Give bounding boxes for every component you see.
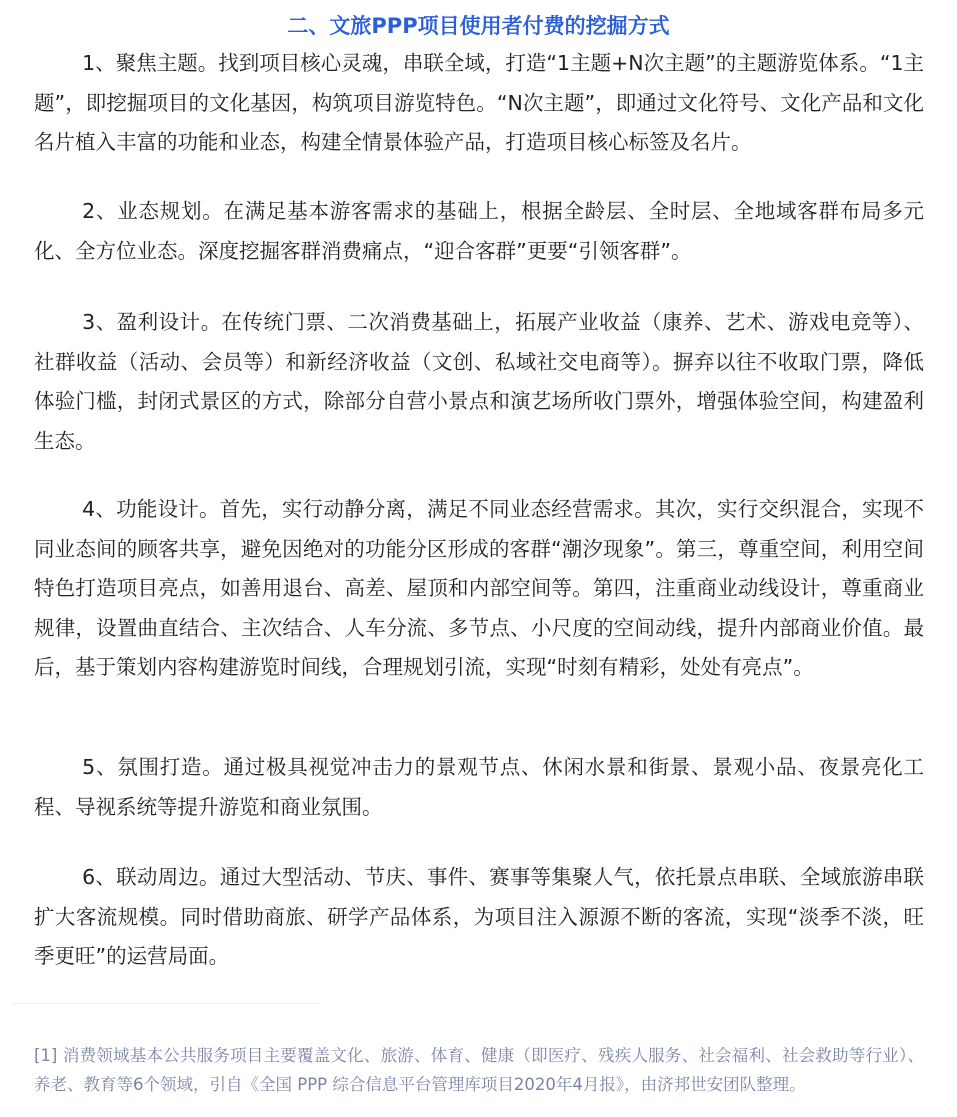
paragraph-function-design: 4、功能设计。首先，实行动静分离，满足不同业态经营需求。其次，实行交织混合，实现不同业态间的顾客共享，避免因绝对的功能分区形成的客群“潮汐现象”。第三，尊重空间，利用空间特色打造项目亮点，如善用退台、高差、屋顶和内部空间等。第四，注重商业动线设计，尊重商业规律，设置曲直结合、主次结合、人车分流、多节点、小尺度的空间动线，提升内部商业价值。最后，基于策划内容构建游览时间线，合理规划引流，实现“时刻有精彩，处处有亮点”。	[34, 497, 924, 679]
paragraph-business-planning: 2、业态规划。在满足基本游客需求的基础上，根据全龄层、全时层、全地域客群布局多元化、全方位业态。深度挖掘客群消费痛点，“迎合客群”更要“引领客群”。	[34, 199, 924, 263]
paragraph-surrounding-linkage: 6、联动周边。通过大型活动、节庆、事件、赛事等集聚人气，依托景点串联、全域旅游串联扩大客流规模。同时借助商旅、研学产品体系，为项目注入源源不断的客流，实现“淡季不淡，旺季更旺”的运营局面。	[34, 865, 924, 968]
paragraph-atmosphere-creation: 5、氛围打造。通过极具视觉冲击力的景观节点、休闲水景和街景、景观小品、夜景亮化工程、导视系统等提升游览和商业氛围。	[34, 755, 924, 819]
footnote-divider	[12, 1003, 320, 1004]
footnote: [1] 消费领域基本公共服务项目主要覆盖文化、旅游、体育、健康（即医疗、残疾人服务、社会福利、社会救助等行业）、养老、教育等6个领域，引自《全国 PPP 综合信息平台管理库项目2020年4月报》，由济邦世安团队整理。	[34, 1046, 924, 1094]
paragraph-theme-focus: 1、聚焦主题。找到项目核心灵魂，串联全域，打造“1主题+N次主题”的主题游览体系。“1主题”，即挖掘项目的文化基因，构筑项目游览特色。“N次主题”，即通过文化符号、文化产品和文化名片植入丰富的功能和业态，构建全情景体验产品，打造项目核心标签及名片。	[34, 51, 924, 154]
section-title: 二、文旅PPP项目使用者付费的挖掘方式	[287, 14, 670, 38]
paragraph-profit-design: 3、盈利设计。在传统门票、二次消费基础上，拓展产业收益（康养、艺术、游戏电竞等）、社群收益（活动、会员等）和新经济收益（文创、私域社交电商等）。摒弃以往不收取门票，降低体验门槛，封闭式景区的方式，除部分自营小景点和演艺场所收门票外，增强体验空间，构建盈利生态。	[34, 310, 924, 453]
